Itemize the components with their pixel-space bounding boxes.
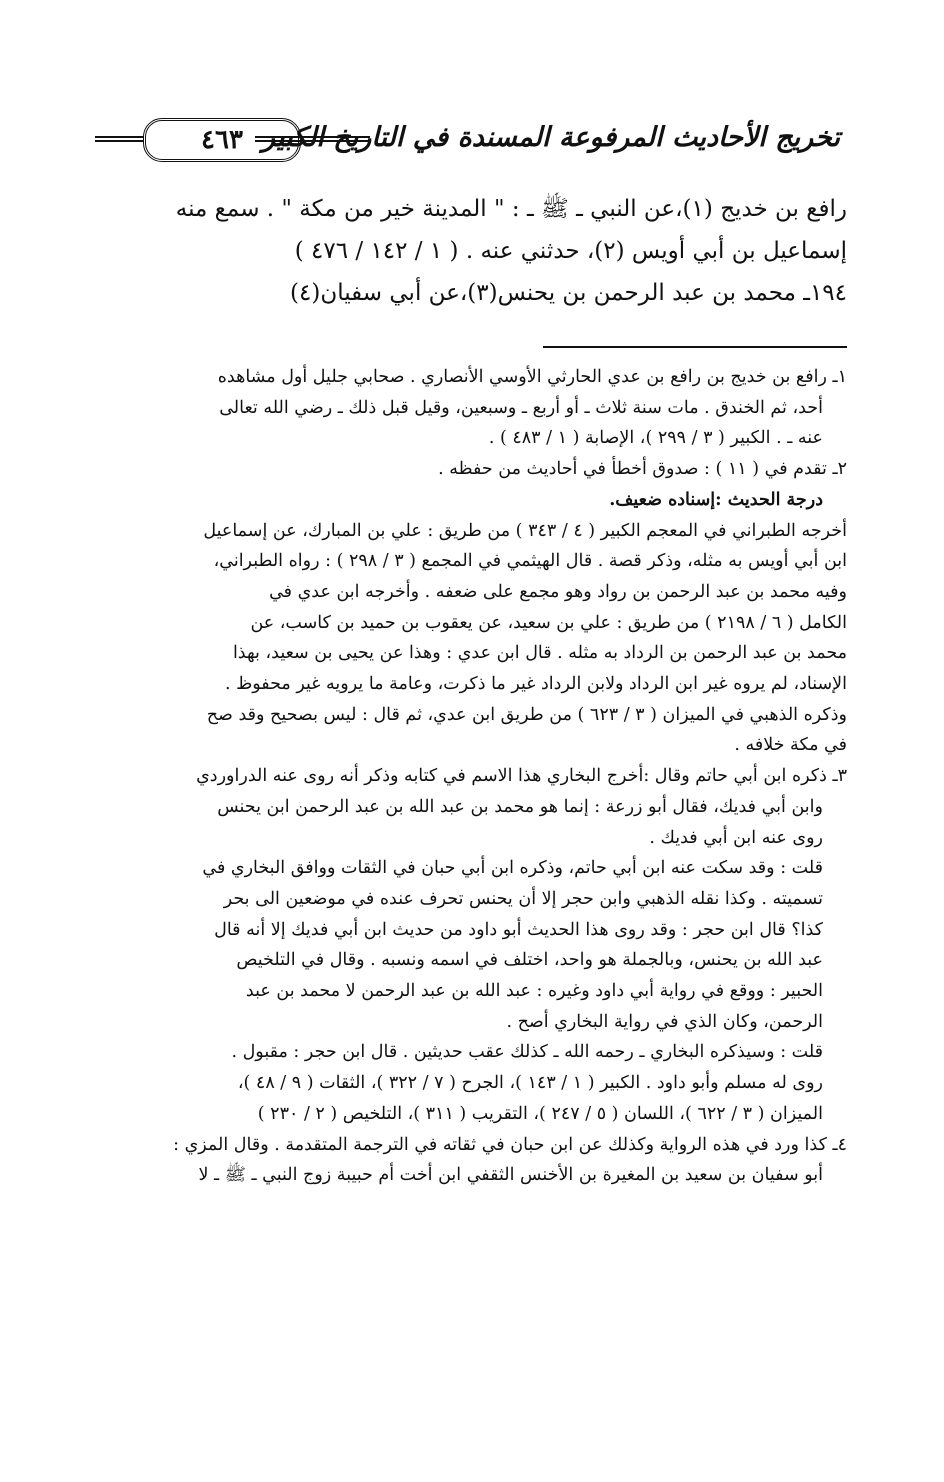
footnote-line: عنه ـ . الكبير ( ٣ / ٢٩٩ )، الإصابة ( ١ / ٤٨٣ ) . xyxy=(488,428,823,449)
comment-line: تسميته . وكذا نقله الذهبي وابن حجر إلا أن يحنس تحرف عنده في موضعين الى بحر xyxy=(223,888,823,909)
takhrij-line: في مكة خلافه . xyxy=(734,735,847,756)
comment-line: الرحمن، وكان الذي في رواية البخاري أصح . xyxy=(506,1011,823,1032)
main-line: إسماعيل بن أبي أويس (٢)، حدثني عنه . ( ١ / ١٤٢ / ٤٧٦ ) xyxy=(294,238,847,264)
main-line: رافع بن خديج (١)،عن النبي ـ ﷺ ـ : " المدينة خير من مكة " . سمع منه xyxy=(175,196,847,222)
hadith-grade: درجة الحديث :إسناده ضعيف. xyxy=(609,489,823,510)
footnote-line: روى عنه ابن أبي فديك . xyxy=(649,827,823,848)
main-text xyxy=(97,188,847,314)
takhrij-line: الكامل ( ٦ / ٢١٩٨ ) من طريق : علي بن سعيد، عن يعقوب بن حميد بن كاسب، عن xyxy=(250,612,847,633)
takhrij-line: أخرجه الطبراني في المعجم الكبير ( ٤ / ٣٤٣ ) من طريق : علي بن المبارك، عن إسماعيل xyxy=(203,520,847,541)
footnote-separator xyxy=(543,346,847,348)
footnotes xyxy=(97,362,847,1191)
footnote-line: ٢ـ تقدم في ( ١١ ) : صدوق أخطأ في أحاديث من حفظه . xyxy=(438,459,847,480)
comment-line: عبد الله بن يحنس، وبالجملة هو واحد، اختلف في اسمه ونسبه . وقال في التلخيص xyxy=(236,950,823,971)
comment-line: الميزان ( ٣ / ٦٢٢ )، اللسان ( ٥ / ٢٤٧ )، التقريب ( ٣١١ )، التلخيص ( ٢ / ٢٣٠ ) xyxy=(257,1103,823,1124)
footnote-line: أحد، ثم الخندق . مات سنة ثلاث ـ أو أربع ـ وسبعين، وقيل قبل ذلك ـ رضي الله تعالى xyxy=(219,397,823,418)
takhrij-line: وفيه محمد بن عبد الرحمن بن رواد وهو مجمع على ضعفه . وأخرجه ابن عدي في xyxy=(269,581,847,602)
comment-line: قلت : وقد سكت عنه ابن أبي حاتم، وذكره ابن أبي حبان في الثقات ووافق البخاري في xyxy=(202,858,823,879)
comment-line: الحبير : ووقع في رواية أبي داود وغيره : عبد الله بن عبد الرحمن لا محمد بن عبد xyxy=(245,981,823,1002)
takhrij-line: الإسناد، لم يروه غير ابن الرداد ولابن الرداد غير ما ذكرت، وعامة ما يرويه غير محفوظ . xyxy=(224,674,847,695)
footnote-line: ١ـ رافع بن خديج بن رافع بن عدي الحارثي الأوسي الأنصاري . صحابي جليل أول مشاهده xyxy=(217,367,847,387)
takhrij-line: محمد بن عبد الرحمن بن الرداد به مثله . قال ابن عدي : وهذا عن يحيى بن سعيد، بهذا xyxy=(232,643,847,664)
book-title: تخريج الأحاديث المرفوعة المسندة في التاريخ الكبير xyxy=(262,122,840,153)
header-rule-left xyxy=(95,136,143,142)
comment-line: روى له مسلم وأبو داود . الكبير ( ١ / ١٤٣ )، الجرح ( ٧ / ٣٢٢ )، الثقات ( ٩ / ٤٨ )، xyxy=(237,1073,823,1094)
comment-line: قلت : وسيذكره البخاري ـ رحمه الله ـ كذلك عقب حديثين . قال ابن حجر : مقبول . xyxy=(231,1042,823,1063)
running-header xyxy=(95,112,840,162)
footnote-line: وابن أبي فديك، فقال أبو زرعة : إنما هو محمد بن عبد الله بن عبد الرحمن ابن يحنس xyxy=(217,796,823,817)
main-line-hadith-heading: ١٩٤ـ محمد بن عبد الرحمن بن يحنس(٣)،عن أبي سفيان(٤) xyxy=(290,280,847,306)
takhrij-line: ابن أبي أويس به مثله، وذكر قصة . قال الهيثمي في المجمع ( ٣ / ٢٩٨ ) : رواه الطبراني، xyxy=(213,551,847,572)
page-number: ٤٦٣ xyxy=(143,118,301,162)
comment-line: كذا؟ قال ابن حجر : وقد روى هذا الحديث أبو داود من حديث ابن أبي فديك إلا أنه قال xyxy=(214,919,823,940)
footnote-line: ٣ـ ذكره ابن أبي حاتم وقال :أخرج البخاري هذا الاسم في كتابه وذكر أنه روى عنه الدراوردي xyxy=(196,766,847,787)
takhrij-line: وذكره الذهبي في الميزان ( ٣ / ٦٢٣ ) من طريق ابن عدي، ثم قال : ليس بصحيح وقد صح xyxy=(206,704,847,725)
footnote-line: ٤ـ كذا ورد في هذه الرواية وكذلك عن ابن حبان في ثقاته في الترجمة المتقدمة . وقال المزي : xyxy=(173,1134,847,1155)
footnote-line: أبو سفيان بن سعيد بن المغيرة بن الأخنس الثقفي ابن أخت أم حبيبة زوج النبي ـ ﷺ ـ لا xyxy=(198,1165,823,1186)
